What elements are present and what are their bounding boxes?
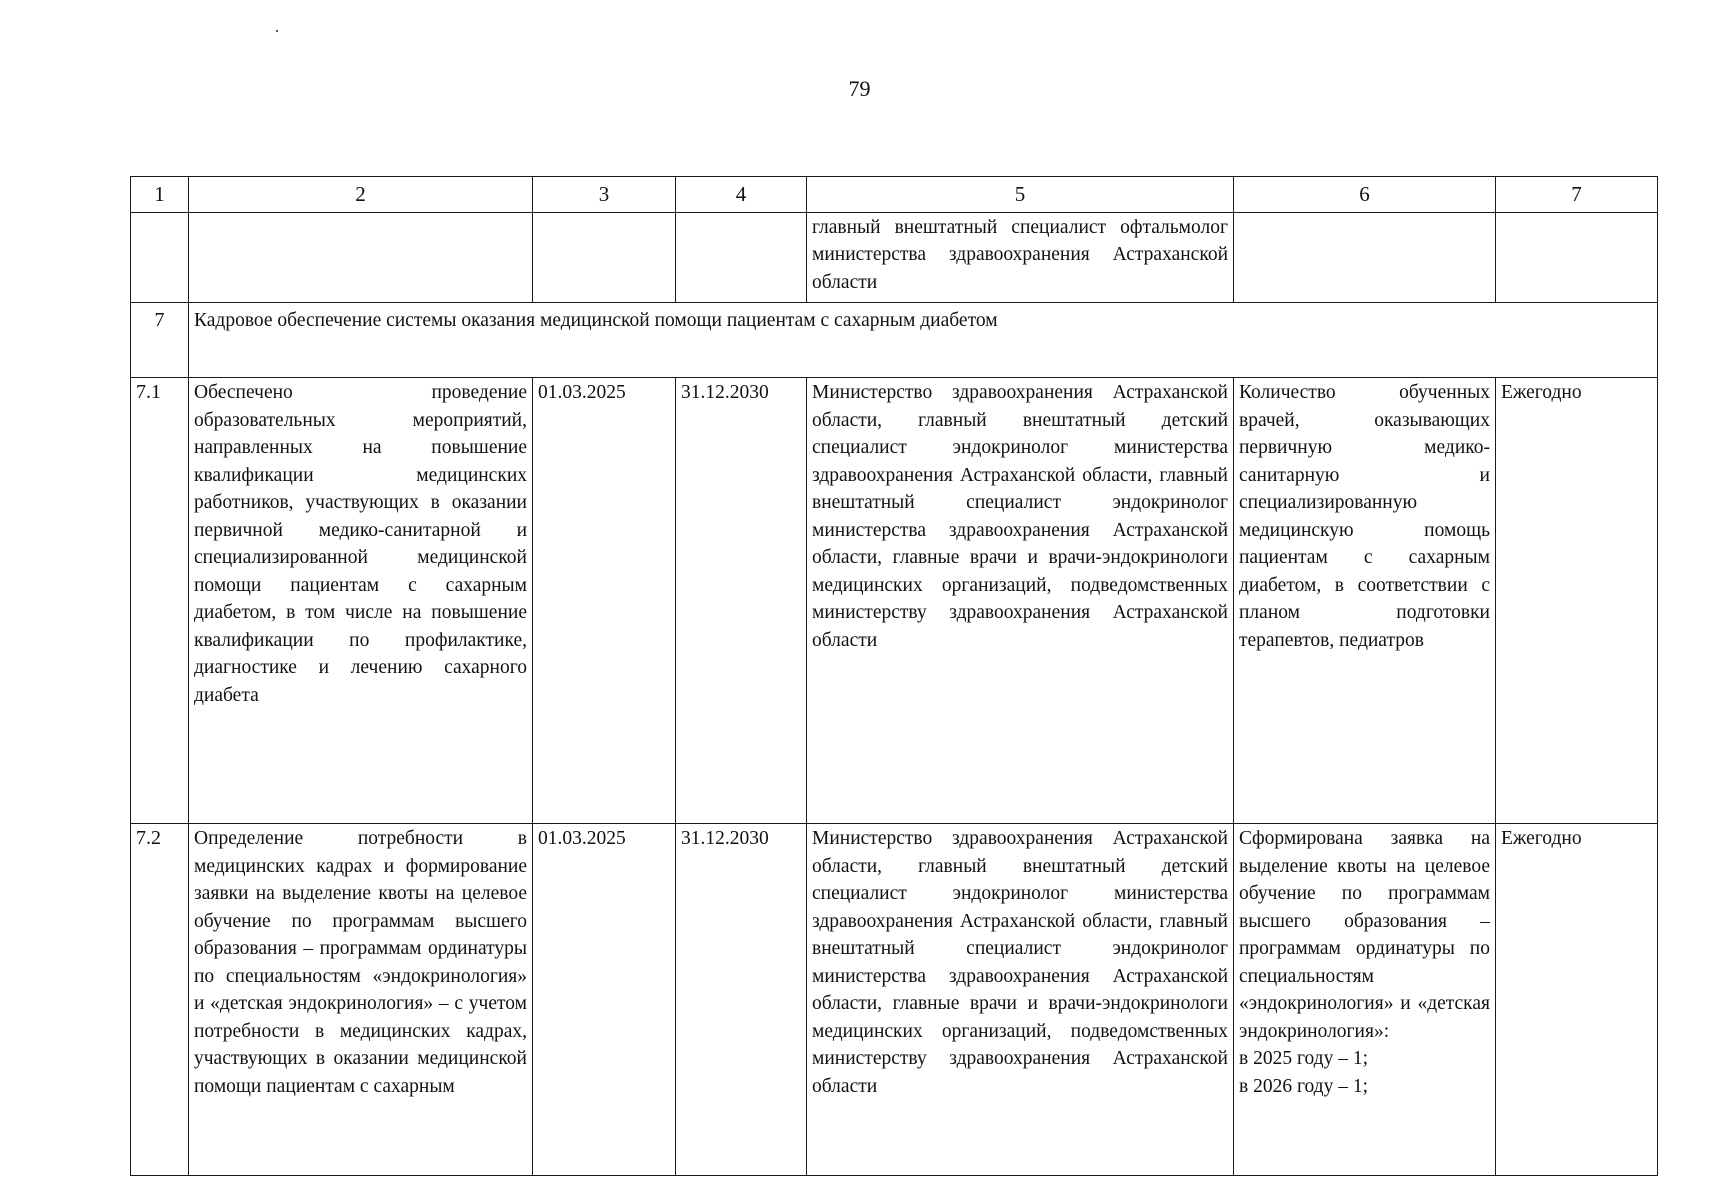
- column-header-7: 7: [1496, 177, 1658, 213]
- cell-empty: [131, 212, 189, 303]
- column-header-3: 3: [533, 177, 676, 213]
- cell-empty: [189, 212, 533, 303]
- action-plan-table: [130, 176, 1658, 1176]
- responsible-executors: Министерство здравоохранения Астраханской области, главный внештатный детский специалист эндокринолог министерства здравоохранения Астраханской области, главный внештатный специалист эндокринолог министерства здравоохранения Астраханской области, главные врачи и врачи-эндокринологи медицинских организаций, подведомственных министерству здравоохранения Астраханской области: [807, 824, 1234, 1176]
- result-year-2025: в 2025 году – 1;: [1239, 1048, 1368, 1070]
- table-row-7-1: [131, 378, 1658, 824]
- column-number-header: [131, 177, 1658, 213]
- start-date: 01.03.2025: [533, 378, 676, 824]
- expected-result-cell: [1234, 824, 1496, 1176]
- responsible-executors: Министерство здравоохранения Астраханской области, главный внештатный детский специалист эндокринолог министерства здравоохранения Астраханской области, главный внештатный специалист эндокринолог министерства здравоохранения Астраханской области, главные врачи и врачи-эндокринологи медицинских организаций, подведомственных министерству здравоохранения Астраханской области: [807, 378, 1234, 824]
- column-header-5: 5: [807, 177, 1234, 213]
- continuation-responsible: главный внештатный специалист офтальмолог министерства здравоохранения Астраханской области: [807, 212, 1234, 303]
- column-header-2: 2: [189, 177, 533, 213]
- start-date: 01.03.2025: [533, 824, 676, 1176]
- section-number: 7: [131, 303, 189, 378]
- activity-description: Обеспечено проведение образовательных мероприятий, направленных на повышение квалификации медицинских работников, участвующих в оказании первичной медико-санитарной и специализированной медицинской помощи пациентам с сахарным диабетом, в том числе на повышение квалификации по профилактике, диагностике и лечению сахарного диабета: [189, 378, 533, 824]
- expected-result: Количество обученных врачей, оказывающих первичную медико-санитарную и специализированную медицинскую помощь пациентам с сахарным диабетом, в соответствии с планом подготовки терапевтов, педиатров: [1234, 378, 1496, 824]
- table-row-7-2: [131, 824, 1658, 1176]
- result-year-2026: в 2026 году – 1;: [1239, 1075, 1368, 1097]
- frequency: Ежегодно: [1496, 824, 1658, 1176]
- end-date: 31.12.2030: [676, 824, 807, 1176]
- column-header-4: 4: [676, 177, 807, 213]
- activity-description: Определение потребности в медицинских кадрах и формирование заявки на выделение квоты на целевое обучение по программам высшего образования – программам ординатуры по специальностям «эндокринология» и «детская эндокринология» – с учетом потребности в медицинских кадрах, участвующих в оказании медицинской помощи пациентам с сахарным: [189, 824, 533, 1176]
- cell-empty: [676, 212, 807, 303]
- page-number: 79: [848, 76, 871, 101]
- scan-speck: [276, 30, 278, 32]
- section-title: Кадровое обеспечение системы оказания медицинской помощи пациентам с сахарным диабетом: [189, 303, 1658, 378]
- column-header-6: 6: [1234, 177, 1496, 213]
- column-header-1: 1: [131, 177, 189, 213]
- end-date: 31.12.2030: [676, 378, 807, 824]
- section-row-7: [131, 303, 1658, 378]
- expected-result: Сформирована заявка на выделение квоты на целевое обучение по программам высшего образования – программам ординатуры по специальностям «эндокринология» и «детская эндокринология»:: [1239, 828, 1490, 1042]
- cell-empty: [1234, 212, 1496, 303]
- row-number: 7.2: [131, 824, 189, 1176]
- frequency: Ежегодно: [1496, 378, 1658, 824]
- cell-empty: [533, 212, 676, 303]
- row-number: 7.1: [131, 378, 189, 824]
- table-row-continuation: [131, 212, 1658, 303]
- cell-empty: [1496, 212, 1658, 303]
